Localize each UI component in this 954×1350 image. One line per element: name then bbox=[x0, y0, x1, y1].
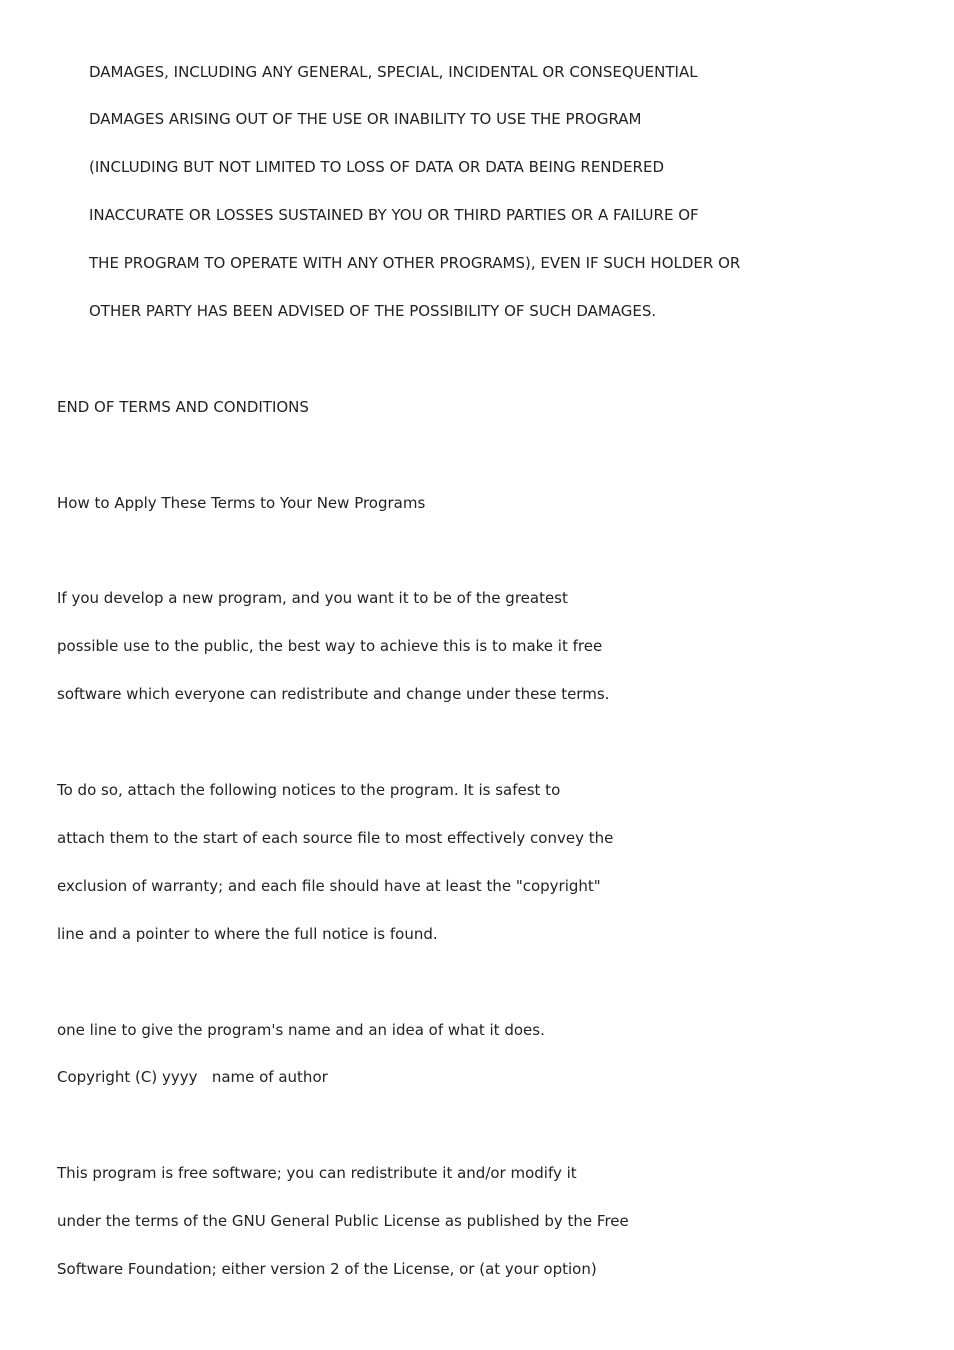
warranty-line: DAMAGES ARISING OUT OF THE USE OR INABILITY TO USE THE PROGRAM bbox=[89, 110, 642, 128]
paragraph-line: possible use to the public, the best way to achieve this is to make it free bbox=[57, 637, 603, 655]
copyright-line: Copyright (C) yyyy name of author bbox=[57, 1068, 328, 1086]
paragraph-line: under the terms of the GNU General Public License as published by the Free bbox=[57, 1212, 629, 1230]
paragraph-line: If you develop a new program, and you want it to be of the greatest bbox=[57, 589, 568, 607]
warranty-line: (INCLUDING BUT NOT LIMITED TO LOSS OF DATA OR DATA BEING RENDERED bbox=[89, 158, 665, 176]
end-of-terms-heading: END OF TERMS AND CONDITIONS bbox=[57, 398, 309, 416]
paragraph-line: line and a pointer to where the full notice is found. bbox=[57, 925, 438, 943]
paragraph-line: To do so, attach the following notices to the program. It is safest to bbox=[57, 781, 561, 799]
how-to-apply-heading: How to Apply These Terms to Your New Programs bbox=[57, 494, 426, 512]
warranty-line: OTHER PARTY HAS BEEN ADVISED OF THE POSSIBILITY OF SUCH DAMAGES. bbox=[89, 302, 657, 320]
warranty-line: THE PROGRAM TO OPERATE WITH ANY OTHER PROGRAMS), EVEN IF SUCH HOLDER OR bbox=[89, 254, 741, 272]
program-description-line: one line to give the program's name and an idea of what it does. bbox=[57, 1021, 545, 1039]
paragraph-line: exclusion of warranty; and each file should have at least the "copyright" bbox=[57, 877, 601, 895]
paragraph-line: This program is free software; you can redistribute it and/or modify it bbox=[57, 1164, 577, 1182]
paragraph-line: attach them to the start of each source file to most effectively convey the bbox=[57, 829, 614, 847]
warranty-line: DAMAGES, INCLUDING ANY GENERAL, SPECIAL, INCIDENTAL OR CONSEQUENTIAL bbox=[89, 63, 698, 81]
paragraph-line: Software Foundation; either version 2 of the License, or (at your option) bbox=[57, 1260, 597, 1278]
paragraph-line: software which everyone can redistribute and change under these terms. bbox=[57, 685, 610, 703]
warranty-line: INACCURATE OR LOSSES SUSTAINED BY YOU OR THIRD PARTIES OR A FAILURE OF bbox=[89, 206, 699, 224]
